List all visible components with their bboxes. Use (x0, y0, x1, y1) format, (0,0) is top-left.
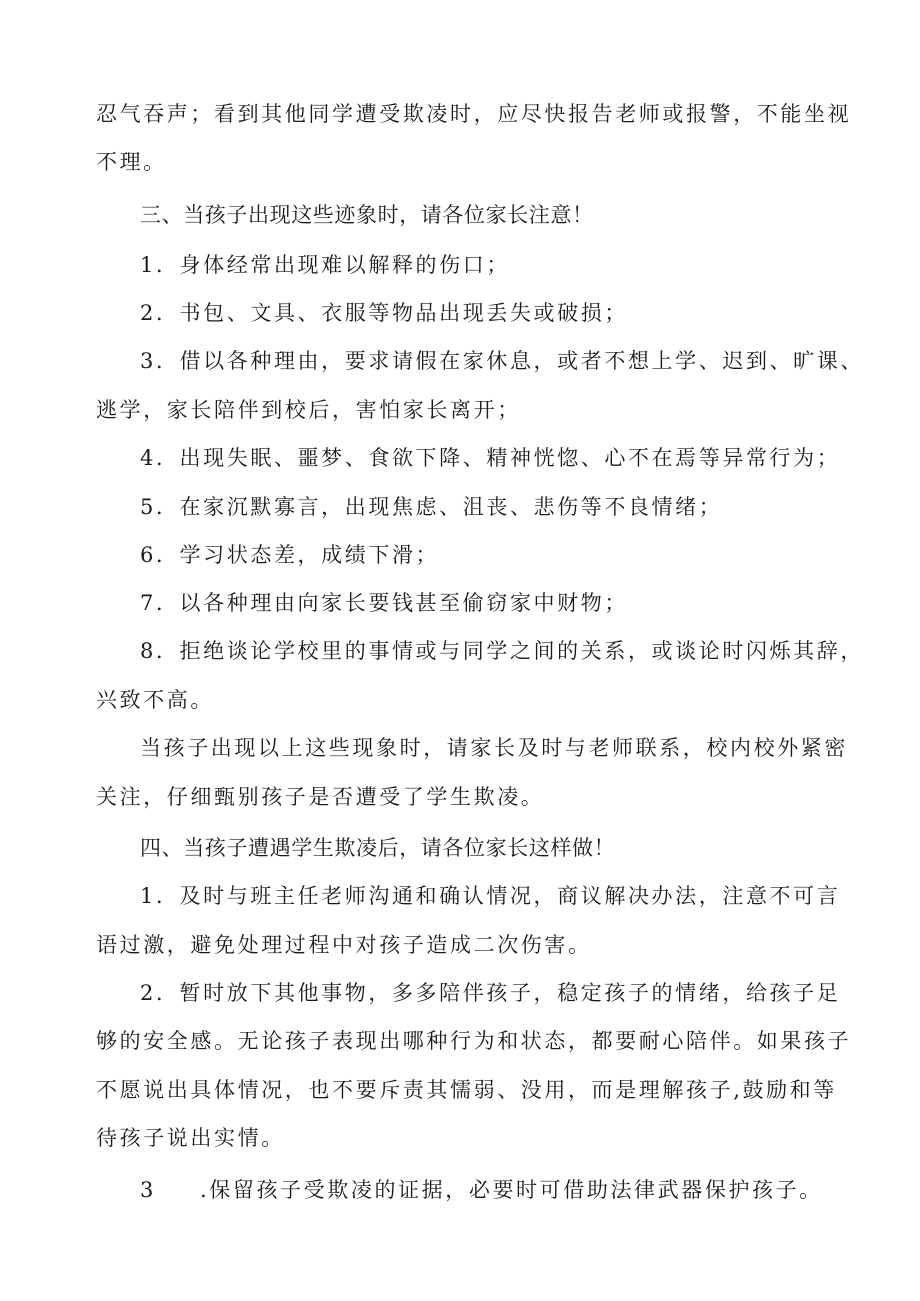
list-item-continuation: 兴致不高。 (96, 688, 214, 712)
list-item: 1．及时与班主任老师沟通和确认情况，商议解决办法，注意不可言 (140, 884, 841, 908)
list-item-continuation: 不愿说出具体情况，也不要斥责其懦弱、没用，而是理解孩子,鼓励和等 (96, 1078, 837, 1102)
list-item-continuation: 语过激，避免处理过程中对孩子造成二次伤害。 (96, 933, 592, 957)
list-item: 8．拒绝谈论学校里的事情或与同学之间的关系，或谈论时闪烁其辞， (140, 639, 864, 663)
list-item-continuation: 够的安全感。无论孩子表现出哪种行为和状态，都要耐心陪伴。如果孩子 (96, 1029, 852, 1053)
list-item-last (140, 1176, 860, 1204)
list-item-continuation: 逃学，家长陪伴到校后，害怕家长离开； (96, 398, 521, 422)
section-heading-4: 四、当孩子遭遇学生欺凌后，请各位家长这样做！ (140, 836, 616, 860)
list-item: 6．学习状态差，成绩下滑； (140, 543, 440, 567)
paragraph-line: 忍气吞声；看到其他同学遭受欺凌时，应尽快报告老师或报警，不能坐视 (96, 102, 852, 126)
paragraph-line: 当孩子出现以上这些现象时，请家长及时与老师联系，校内校外紧密 (140, 736, 848, 760)
list-item: 2．暂时放下其他事物，多多陪伴孩子，稳定孩子的情绪，给孩子足 (140, 981, 841, 1005)
list-item-number: 3 (140, 1178, 156, 1202)
list-item: 5．在家沉默寡言，出现焦虑、沮丧、悲伤等不良情绪； (140, 495, 723, 519)
list-item: 7．以各种理由向家长要钱甚至偷窃家中财物； (140, 591, 628, 615)
list-item: 4．出现失眠、噩梦、食欲下降、精神恍惚、心不在焉等异常行为； (140, 446, 841, 470)
section-heading-3: 三、当孩子出现这些迹象时，请各位家长注意！ (140, 203, 594, 227)
list-item-continuation: 待孩子说出实情。 (96, 1126, 285, 1150)
list-item: 2．书包、文具、衣服等物品出现丢失或破损； (140, 301, 628, 325)
list-item-text: .保留孩子受欺凌的证据，必要时可借助法律武器保护孩子。 (199, 1178, 823, 1202)
list-item: 1．身体经常出现难以解释的伤口； (140, 253, 510, 277)
paragraph-line: 关注，仔细甄别孩子是否遭受了学生欺凌。 (96, 785, 545, 809)
list-item: 3．借以各种理由，要求请假在家休息，或者不想上学、迟到、旷课、 (140, 349, 864, 373)
paragraph-line: 不理。 (96, 150, 167, 174)
